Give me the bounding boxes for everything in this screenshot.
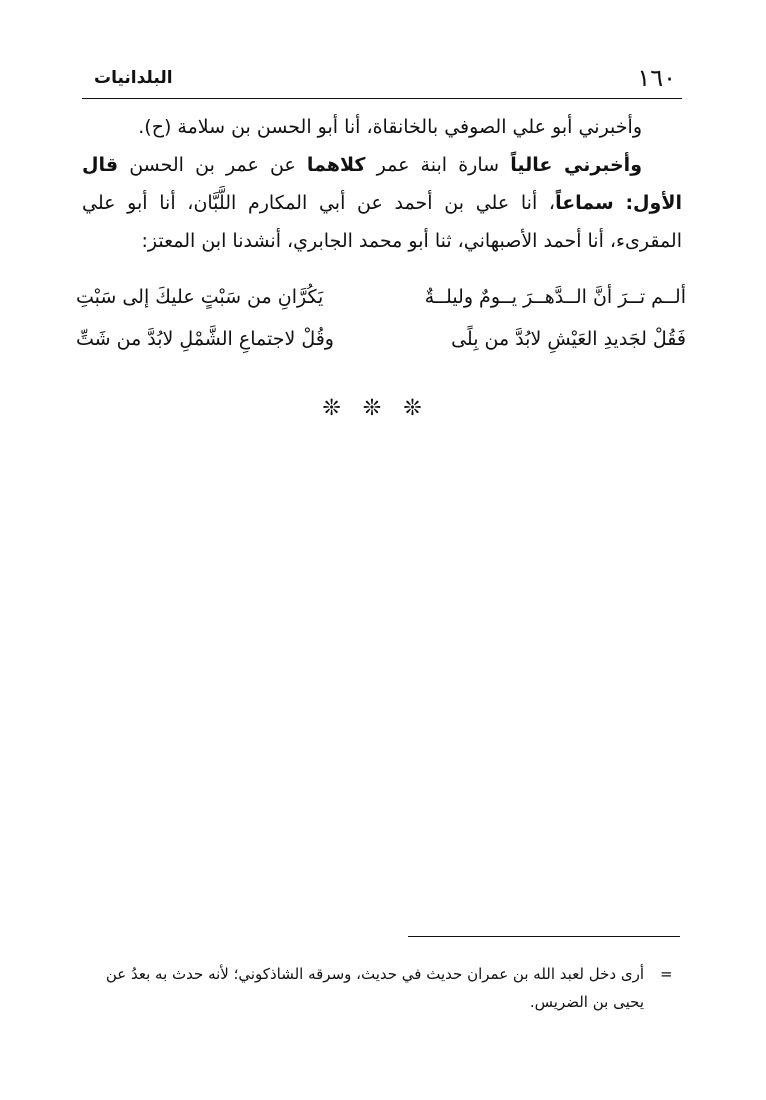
paragraph-1-text: وأخبرني أبو علي الصوفي بالخانقاة، أنا أبو الحسن بن سلامة (ح). [138, 116, 642, 138]
first-said-phrase: قال الأول: [82, 154, 682, 214]
footnote-marker: = [660, 965, 673, 983]
paragraph-2-text-c: ، أنا علي بن أحمد عن أبي المكارم اللَّبَّان، أنا أبو علي المقرىء، أنا أحمد الأصبهاني، ثنا أبو محمد الجابري، أنشدنا ابن المعتز: [82, 192, 682, 252]
footnote-rule [408, 936, 680, 937]
page-header [82, 62, 682, 99]
paragraph-1 [82, 108, 682, 146]
section-separator: ❊❊❊ [322, 396, 444, 421]
heard-phrase: سماعاً [555, 192, 614, 214]
verse-2-second-hemistich: وقُلْ لاجتماعِ الشَّمْلِ لابُدَّ من شَتِّ [76, 328, 334, 350]
page-number: ١٦٠ [637, 64, 676, 92]
footnote-line-2: يحيى بن الضريس. [529, 993, 644, 1011]
running-title: البلدانيات [94, 68, 173, 88]
lead-phrase: وأخبرني عالياً [510, 154, 642, 176]
verse-1 [76, 276, 686, 318]
verse-2-first-hemistich: فَقُلْ لجَديدِ العَيْشِ لابُدَّ من بِلًى [451, 328, 686, 350]
verse-1-first-hemistich: ألــم تــرَ أنَّ الــدَّهــرَ يــومٌ وليلــةٌ [424, 286, 686, 308]
poem [76, 276, 686, 360]
paragraph-2-text-a: سارة ابنة عمر [365, 154, 511, 176]
both-phrase: كلاهما [306, 154, 366, 176]
footnote-line-1: أرى دخل لعبد الله بن عمران حديث في حديث، وسرقه الشاذكوني؛ لأنه حدث به بعدُ عن [105, 965, 644, 983]
verse-1-second-hemistich: يَكُرَّانِ من سَبْتٍ عليكَ إلى سَبْتِ [76, 286, 324, 308]
paragraph-2-text-b: عن عمر بن الحسن [118, 154, 307, 176]
paragraph-2 [82, 146, 682, 260]
verse-2 [76, 318, 686, 360]
body-text [82, 108, 682, 260]
footnote [74, 960, 644, 1016]
